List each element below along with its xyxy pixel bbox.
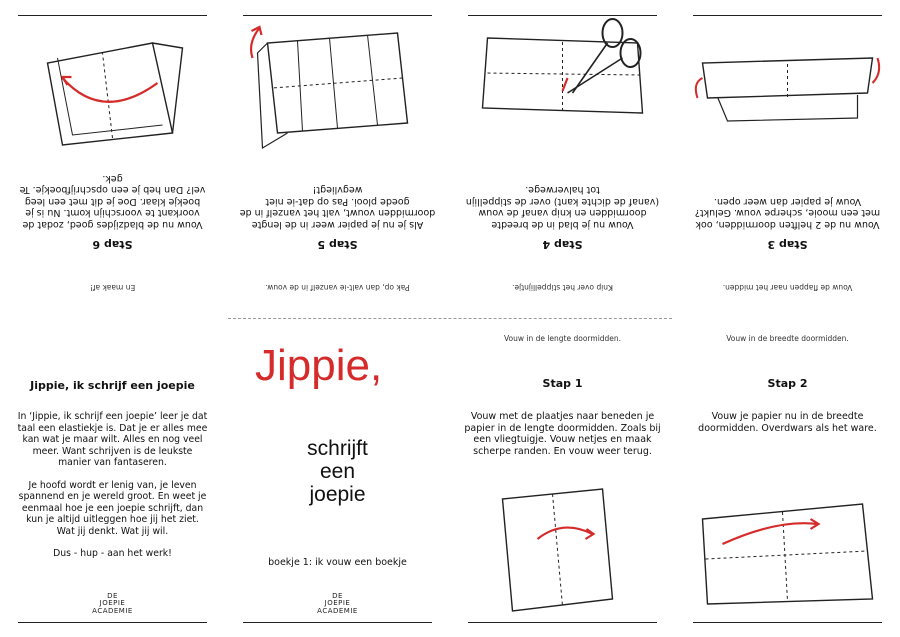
step-caption: Vouw de flappen naar het midden. (722, 283, 853, 292)
illustration-scissors-cut (462, 13, 663, 153)
step-caption: En maak af! (89, 283, 136, 292)
step-body: Vouw je papier nu in de breedte doormidden. Overdwars als het ware. (698, 411, 877, 434)
joepie-academie-logo: DE JOEPIE ACADEMIE (92, 591, 133, 615)
divider-line (243, 622, 432, 623)
joepie-academie-logo: DE JOEPIE ACADEMIE (317, 591, 358, 615)
step-title: Stap 3 (767, 238, 808, 251)
step-body: Vouw nu je blad in de breedte doormidden en knip vanaf de vouw (vanaf de dichte kant) over de stippellijn tot halverwege. (465, 184, 660, 230)
booklet-label: boekje 1: ik vouw een boekje (268, 557, 407, 568)
panel-step-2 (675, 319, 900, 637)
illustration-folded-paper (237, 13, 438, 153)
step-body: Als je nu je papier weer in de lengte doormidden vouwt, valt het vanzelf in de goede plooi. Pas op dat-ie niet wegvliegt! (239, 184, 436, 230)
panel-step-1 (450, 319, 675, 637)
intro-body (16, 411, 209, 571)
step-body: Vouw nu de bladzijdes goed, zodat de voorkant te voorschijn komt. Nu is je boekje klaar. Doe je dit met een leeg vel? Dan heb je een opschrijfboekje. Te gek. (19, 173, 206, 230)
step-caption: Pak op, dan valt-ie vanzelf in de vouw. (265, 283, 410, 292)
divider-line (18, 622, 207, 623)
cover-subtitle: schrijft een joepie (307, 437, 368, 506)
intro-paragraph: In ‘Jippie, ik schrijf een joepie’ leer je dat taal een elastiekje is. Dat je er alles mee kan wat je maar wilt. Alles en nog veel meer. Want schrijven is de leukste manier van fantaseren. (17, 411, 208, 468)
intro-paragraph: Dus - hup - aan het werk! (53, 548, 172, 559)
panel-step-5 (225, 0, 450, 318)
panel-step-6 (0, 0, 225, 318)
panel-step-4 (450, 0, 675, 318)
step-caption: Vouw in de breedte doormidden. (726, 334, 849, 343)
step-title: Stap 5 (317, 238, 358, 251)
panel-intro (0, 319, 225, 637)
illustration-lengthwise-fold (462, 479, 663, 619)
panel-step-3 (675, 0, 900, 318)
step-caption: Knip over het stippellijntje. (512, 283, 613, 292)
step-title: Stap 4 (542, 238, 583, 251)
divider-line (468, 622, 657, 623)
step-title: Stap 1 (542, 377, 583, 390)
step-caption: Vouw in de lengte doormidden. (503, 334, 622, 343)
cover-title: Jippie, (255, 341, 383, 390)
intro-paragraph: Je hoofd wordt er lenig van, je leven spannend en je wereld groot. En weet je eenmaal hoe je een joepie schrijft, dan kun je altijd uitleggen hoe jij het ziet. Wat jij denkt. Wat jij wil. (18, 479, 207, 537)
panel-cover (225, 319, 450, 637)
illustration-folded-booklet (12, 13, 213, 153)
illustration-widthwise-fold (687, 479, 888, 619)
step-body: Vouw nu de 2 helften doormidden, ook met een mooie, scherpe vouw. Gelukt? Vouw je papier dan weer open. (694, 196, 881, 230)
illustration-flaps-folded (687, 13, 888, 153)
step-title: Stap 2 (767, 377, 808, 390)
step-body: Vouw met de plaatjes naar beneden je papier in de lengte doormidden. Zoals bij een vliegtuigje. Vouw netjes en maak scherpe randen. En vouw weer terug. (464, 411, 661, 457)
step-title: Stap 6 (92, 238, 133, 251)
divider-line (693, 622, 882, 623)
intro-title: Jippie, ik schrijf een joepie (30, 379, 195, 392)
